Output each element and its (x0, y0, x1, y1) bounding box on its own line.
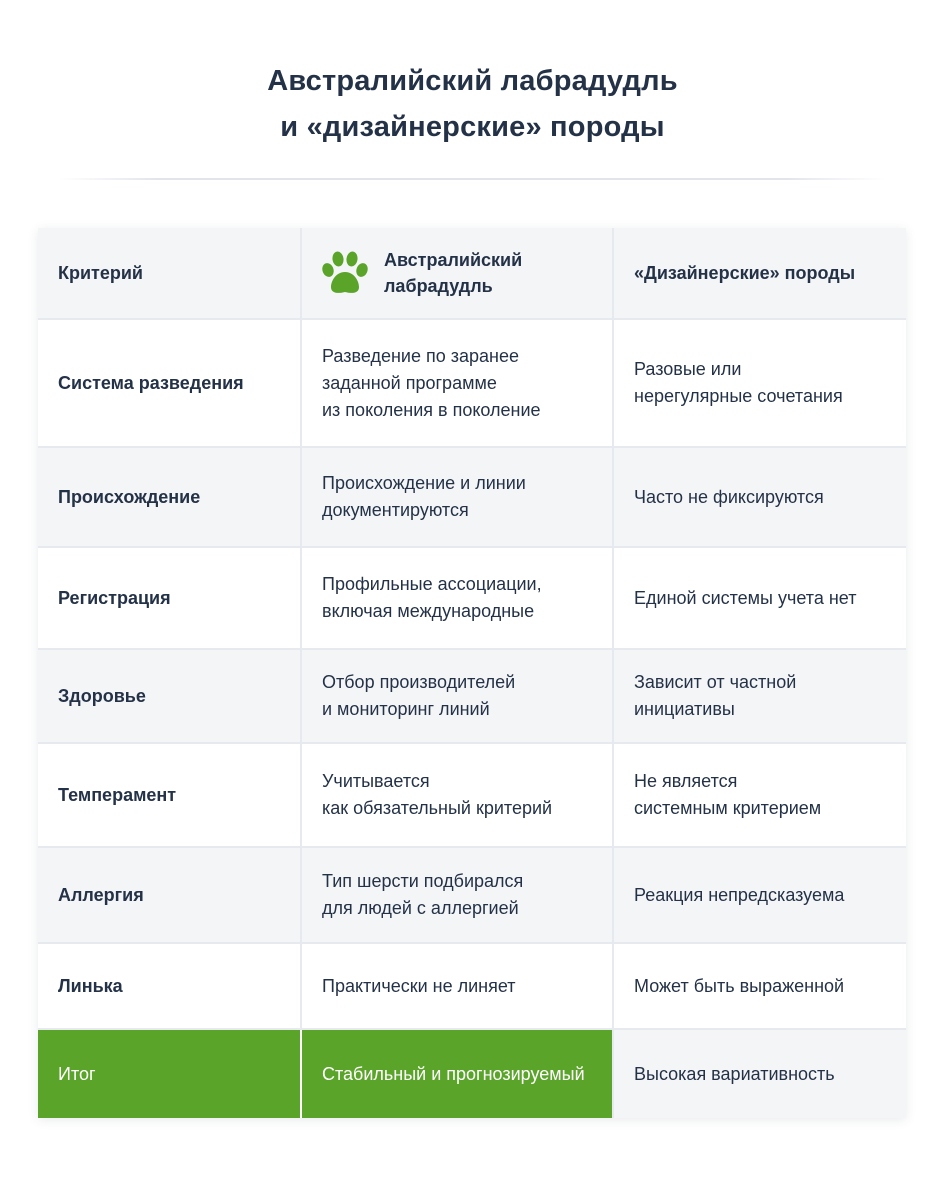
row-criterion: Темперамент (38, 744, 300, 846)
header-labradoodle-label: Австралийский лабрадудль (384, 250, 523, 296)
row-criterion: Регистрация (38, 548, 300, 648)
table-total-row (38, 1030, 906, 1118)
row-labradoodle: Отбор производителей и мониторинг линий (300, 650, 612, 742)
row-labradoodle: Разведение по заранее заданной программе из поколения в поколение (300, 320, 612, 446)
page-title (0, 58, 945, 150)
table-header-row (38, 228, 906, 320)
table-row (38, 744, 906, 848)
table-row (38, 944, 906, 1030)
row-labradoodle: Учитывается как обязательный критерий (300, 744, 612, 846)
row-criterion: Линька (38, 944, 300, 1028)
total-labradoodle: Стабильный и прогнозируемый (300, 1030, 612, 1118)
comparison-table (38, 228, 906, 1118)
row-designer: Реакция непредсказуема (612, 848, 906, 942)
row-designer: Не является системным критерием (612, 744, 906, 846)
title-line-1: Австралийский лабрадудль (267, 65, 678, 97)
row-criterion: Здоровье (38, 650, 300, 742)
row-labradoodle: Происхождение и линии документируются (300, 448, 612, 546)
row-labradoodle: Тип шерсти подбирался для людей с аллергией (300, 848, 612, 942)
total-designer: Высокая вариативность (612, 1030, 906, 1118)
row-criterion: Система разведения (38, 320, 300, 446)
title-line-2: и «дизайнерские» породы (280, 111, 665, 143)
table-row (38, 448, 906, 548)
table-row (38, 548, 906, 650)
row-designer: Может быть выраженной (612, 944, 906, 1028)
table-row (38, 848, 906, 944)
row-designer: Единой системы учета нет (612, 548, 906, 648)
row-labradoodle: Профильные ассоциации, включая международные (300, 548, 612, 648)
row-labradoodle: Практически не линяет (300, 944, 612, 1028)
title-divider (58, 178, 886, 180)
table-row (38, 650, 906, 744)
header-criterion: Критерий (38, 228, 300, 318)
row-criterion: Аллергия (38, 848, 300, 942)
row-designer: Часто не фиксируются (612, 448, 906, 546)
paw-icon (320, 248, 370, 298)
row-designer: Разовые или нерегулярные сочетания (612, 320, 906, 446)
header-labradoodle (300, 228, 612, 318)
table-row (38, 320, 906, 448)
total-criterion: Итог (38, 1030, 300, 1118)
header-designer: «Дизайнерские» породы (612, 228, 906, 318)
row-criterion: Происхождение (38, 448, 300, 546)
row-designer: Зависит от частной инициативы (612, 650, 906, 742)
